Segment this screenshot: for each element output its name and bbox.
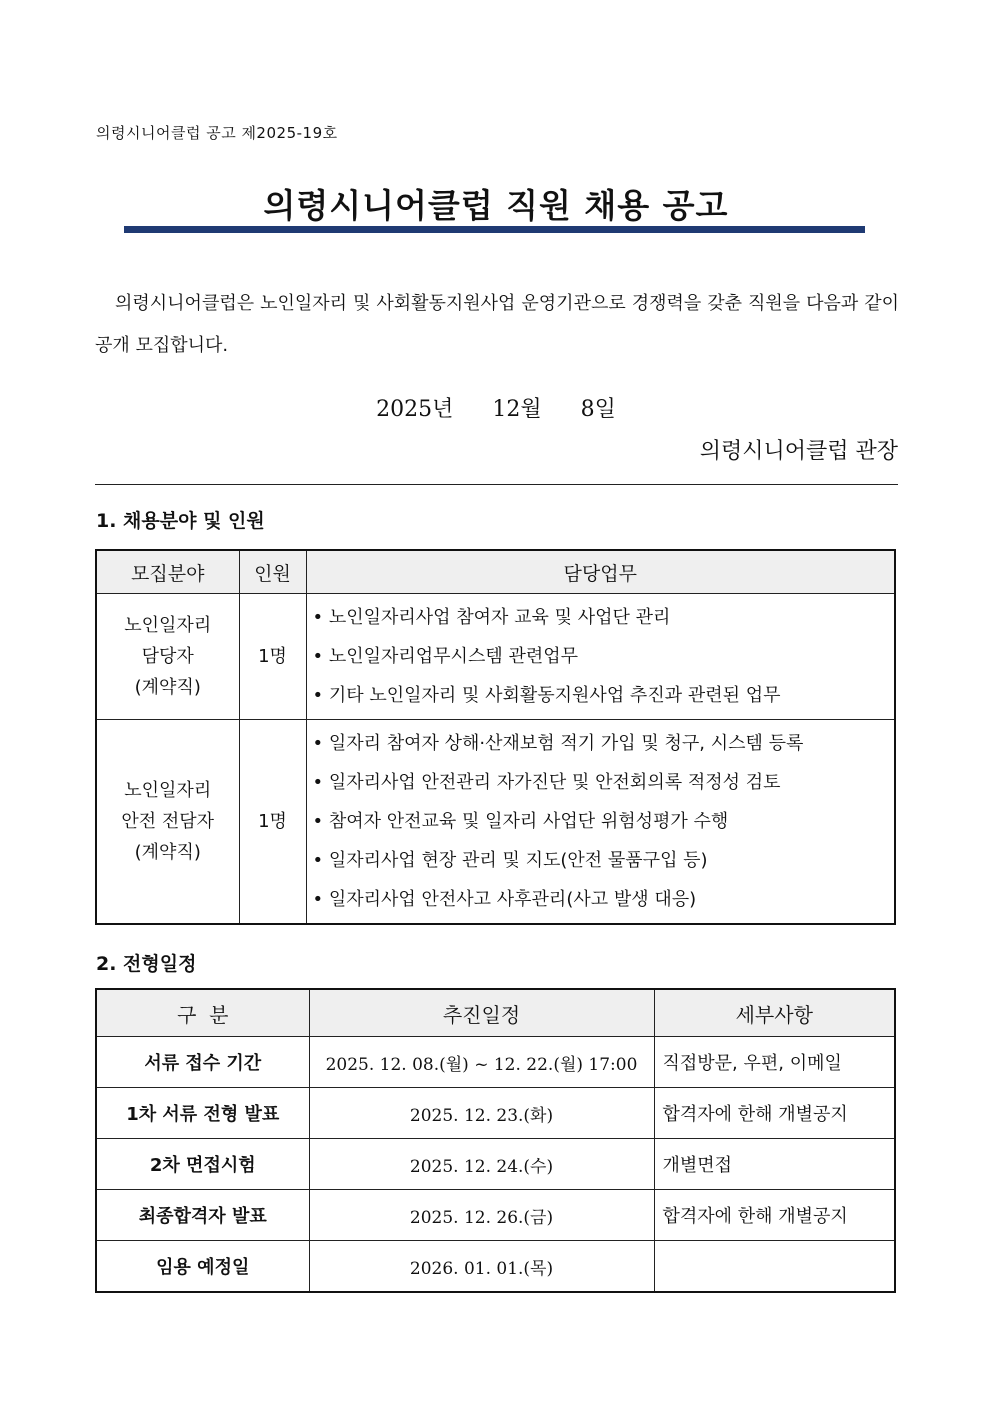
position-field (96, 594, 239, 720)
schedule-stage: 1차 서류 전형 발표 (96, 1088, 309, 1139)
field-line: (계약직) (134, 842, 201, 863)
announcement-date (0, 392, 992, 423)
section-heading-positions: 1. 채용분야 및 인원 (96, 510, 265, 532)
date-month: 12월 (492, 397, 542, 422)
duty-item: • 노인일자리업무시스템 관련업무 (312, 646, 578, 667)
column-header: 인원 (239, 550, 306, 594)
position-count: 1명 (239, 720, 306, 925)
table-row (96, 1139, 895, 1190)
table-row (96, 1241, 895, 1293)
schedule-stage: 서류 접수 기간 (96, 1037, 309, 1088)
page-title: 의령시니어클럽 직원 채용 공고 (263, 186, 729, 225)
positions-table (95, 549, 896, 925)
table-row (96, 720, 895, 925)
table-row (96, 1037, 895, 1088)
column-header: 모집분야 (96, 550, 239, 594)
schedule-detail: 합격자에 한해 개별공지 (654, 1088, 895, 1139)
position-field (96, 720, 239, 925)
duty-item: • 일자리사업 안전사고 사후관리(사고 발생 대응) (312, 889, 697, 910)
schedule-date: 2025. 12. 24.(수) (309, 1139, 654, 1190)
signer: 의령시니어클럽 관장 (699, 439, 898, 464)
duty-item: • 일자리사업 안전관리 자가진단 및 안전회의록 적정성 검토 (312, 772, 781, 793)
field-line: 담당자 (141, 646, 194, 667)
schedule-table (95, 988, 896, 1293)
column-header: 구 분 (96, 989, 309, 1037)
schedule-date: 2026. 01. 01.(목) (309, 1241, 654, 1293)
position-duties (306, 720, 895, 925)
schedule-detail: 합격자에 한해 개별공지 (654, 1190, 895, 1241)
schedule-date: 2025. 12. 08.(월) ~ 12. 22.(월) 17:00 (309, 1037, 654, 1088)
field-line: 노인일자리 (124, 615, 212, 636)
date-year: 2025년 (376, 397, 454, 422)
table-row (96, 594, 895, 720)
schedule-detail: 직접방문, 우편, 이메일 (654, 1037, 895, 1088)
duty-item: • 기타 노인일자리 및 사회활동지원사업 추진과 관련된 업무 (312, 685, 781, 706)
field-line: (계약직) (134, 677, 201, 698)
divider (95, 484, 898, 485)
title-underline (124, 226, 865, 233)
schedule-detail: 개별면접 (654, 1139, 895, 1190)
position-count: 1명 (239, 594, 306, 720)
schedule-date: 2025. 12. 26.(금) (309, 1190, 654, 1241)
duty-item: • 노인일자리사업 참여자 교육 및 사업단 관리 (312, 607, 671, 628)
date-day: 8일 (580, 397, 616, 422)
table-row (96, 1088, 895, 1139)
schedule-detail (654, 1241, 895, 1293)
position-duties (306, 594, 895, 720)
schedule-stage: 최종합격자 발표 (96, 1190, 309, 1241)
duty-item: • 참여자 안전교육 및 일자리 사업단 위험성평가 수행 (312, 811, 729, 832)
column-header: 담당업무 (306, 550, 895, 594)
intro-paragraph: 의령시니어클럽은 노인일자리 및 사회활동지원사업 운영기관으로 경쟁력을 갖춘 직원을 다음과 같이 공개 모집합니다. (95, 293, 899, 356)
schedule-stage: 임용 예정일 (96, 1241, 309, 1293)
table-header-row (96, 989, 895, 1037)
field-line: 노인일자리 (124, 780, 212, 801)
schedule-stage: 2차 면접시험 (96, 1139, 309, 1190)
table-header-row (96, 550, 895, 594)
column-header: 추진일정 (309, 989, 654, 1037)
notice-number: 의령시니어클럽 공고 제2025-19호 (96, 124, 338, 142)
duty-item: • 일자리 참여자 상해·산재보험 적기 가입 및 청구, 시스템 등록 (312, 733, 804, 754)
table-row (96, 1190, 895, 1241)
section-heading-schedule: 2. 전형일정 (96, 953, 197, 975)
duty-item: • 일자리사업 현장 관리 및 지도(안전 물품구입 등) (312, 850, 708, 871)
schedule-date: 2025. 12. 23.(화) (309, 1088, 654, 1139)
field-line: 안전 전담자 (121, 811, 215, 832)
column-header: 세부사항 (654, 989, 895, 1037)
